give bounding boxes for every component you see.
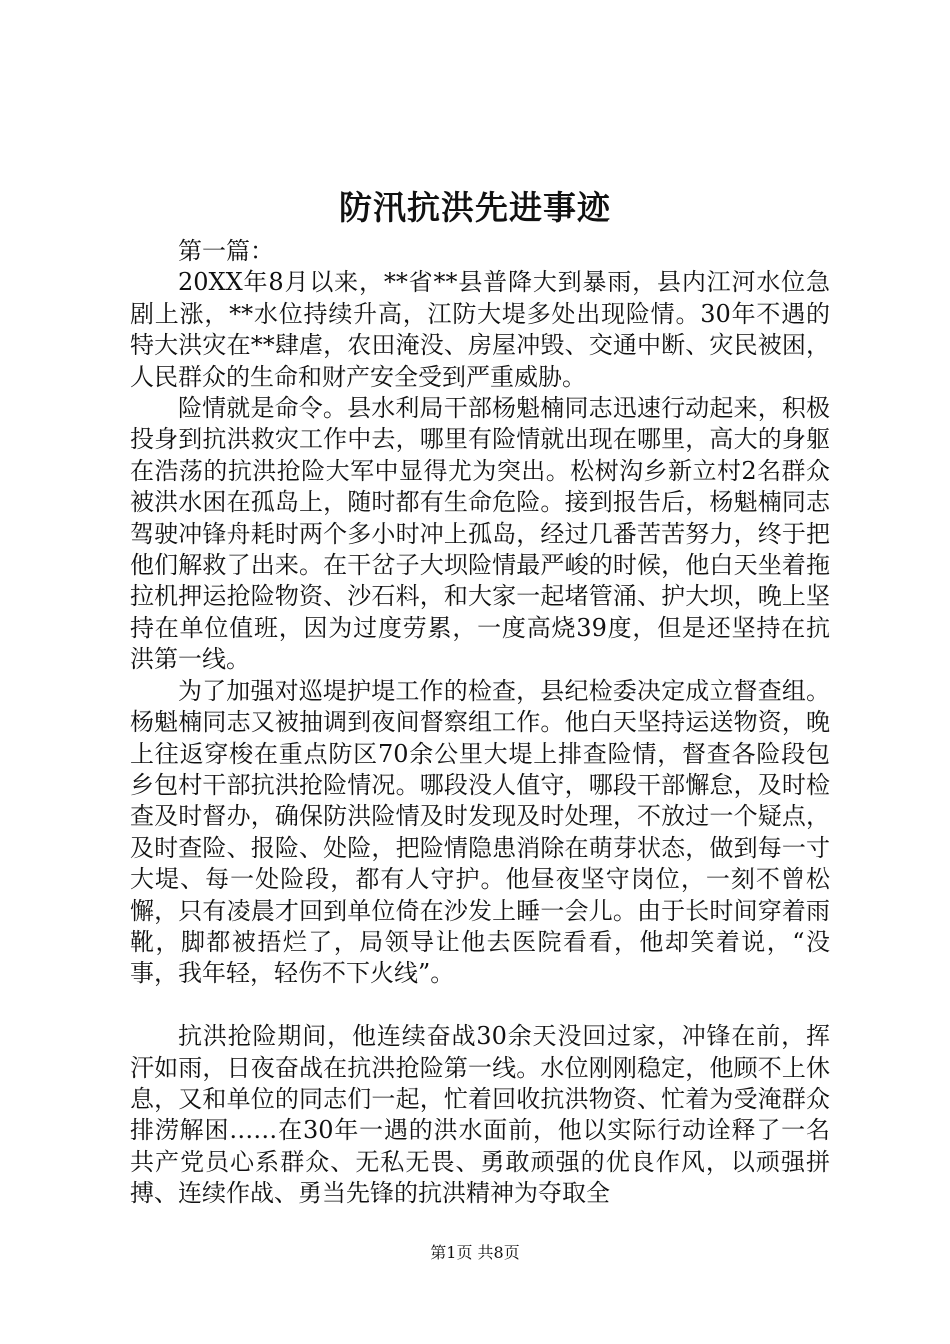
- document-title: 防汛抗洪先进事迹: [339, 188, 611, 227]
- section-heading: 第一篇：: [178, 237, 274, 265]
- paragraph-spacer: [130, 990, 830, 1021]
- page-number-footer: 第1页 共8页: [430, 1243, 520, 1262]
- paragraph: 为了加强对巡堤护堤工作的检查，县纪检委决定成立督查组。杨魁楠同志又被抽调到夜间督察组工作。他白天坚持运送物资，晚上往返穿梭在重点防区70余公里大堤上排查险情，督查各险段包乡包村干部抗洪抢险情况。哪段没人值守，哪段干部懈怠，及时检查及时督办，确保防洪险情及时发现及时处理，不放过一个疑点，及时查险、报险、处险，把险情隐患消除在萌芽状态，做到每一寸大堤、每一处险段，都有人守护。他昼夜坚守岗位，一刻不曾松懈，只有凌晨才回到单位倚在沙发上睡一会儿。由于长时间穿着雨靴，脚都被捂烂了，局领导让他去医院看看，他却笑着说，“没事，我年轻，轻伤不下火线”。: [130, 676, 830, 988]
- paragraph: 险情就是命令。县水利局干部杨魁楠同志迅速行动起来，积极投身到抗洪救灾工作中去，哪里有险情就出现在哪里，高大的身躯在浩荡的抗洪抢险大军中显得尤为突出。松树沟乡新立村2名群众被洪水困在孤岛上，随时都有生命危险。接到报告后，杨魁楠同志驾驶冲锋舟耗时两个多小时冲上孤岛，经过几番苦苦努力，终于把他们解救了出来。在干岔子大坝险情最严峻的时候，他白天坐着拖拉机押运抢险物资、沙石料，和大家一起堵管涌、护大坝，晚上坚持在单位值班，因为过度劳累，一度高烧39度，但是还坚持在抗洪第一线。: [130, 394, 830, 674]
- document-body: [130, 236, 830, 1210]
- paragraph: 20XX年8月以来，**省**县普降大到暴雨，县内江河水位急剧上涨，**水位持续升高，江防大堤多处出现险情。30年不遇的特大洪灾在**肆虐，农田淹没、房屋冲毁、交通中断、灾民被困，人民群众的生命和财产安全受到严重威胁。: [130, 268, 830, 391]
- paragraph: 抗洪抢险期间，他连续奋战30余天没回过家，冲锋在前，挥汗如雨，日夜奋战在抗洪抢险第一线。水位刚刚稳定，他顾不上休息，又和单位的同志们一起，忙着回收抗洪物资、忙着为受淹群众排涝解困……在30年一遇的洪水面前，他以实际行动诠释了一名共产党员心系群众、无私无畏、勇敢顽强的优良作风，以顽强拼搏、连续作战、勇当先锋的抗洪精神为夺取全: [130, 1022, 830, 1208]
